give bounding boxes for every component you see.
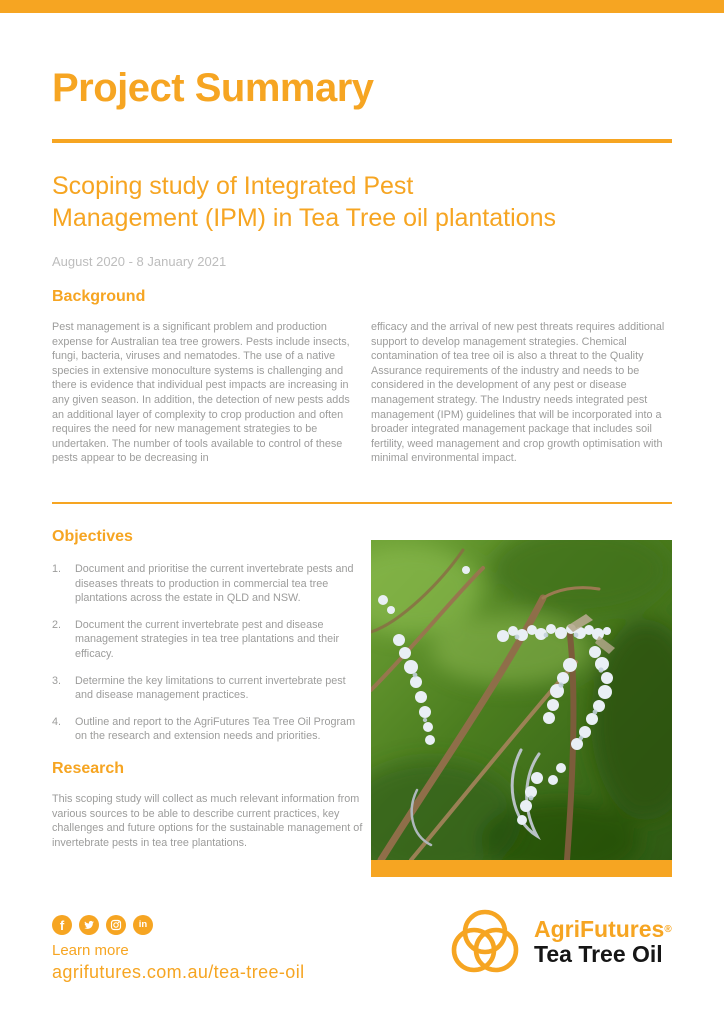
research-heading: Research	[52, 759, 125, 777]
left-column	[52, 528, 368, 850]
background-heading: Background	[52, 288, 146, 305]
top-accent-bar	[0, 0, 724, 13]
project-subtitle-line2: Management (IPM) in Tea Tree oil plantations	[52, 204, 556, 232]
agrifutures-logo-text	[534, 917, 672, 967]
project-subtitle-line1: Scoping study of Integrated Pest	[52, 172, 414, 200]
objective-item-1	[52, 562, 368, 606]
background-column-2: efficacy and the arrival of new pest threats requires additional support to develop management strategies. Chemical contamination of tea tree oil is also a threat to the Quality Assurance requirements of the industry and needs to be considered in the development of any pest or disease management strategy. The Industry needs integrated pest management (IPM) guidelines that will be incorporated into a broader integrated management package that includes soil fertility, weed management and crop growth optimisation with minimal environmental impact.	[371, 321, 665, 465]
background-body	[52, 320, 672, 466]
facebook-icon[interactable]	[52, 915, 72, 935]
page-title: Project Summary	[52, 66, 374, 110]
section-divider	[52, 502, 672, 504]
objective-number: 4.	[52, 715, 62, 728]
pest-photo	[371, 540, 672, 860]
twitter-icon[interactable]	[79, 915, 99, 935]
linkedin-glyph: in	[138, 919, 148, 931]
twitter-bird-glyph	[83, 919, 95, 931]
social-links	[52, 915, 153, 935]
objective-item-3	[52, 674, 368, 703]
website-link[interactable]: agrifutures.com.au/tea-tree-oil	[52, 962, 305, 982]
objective-number: 3.	[52, 674, 62, 687]
objective-text: Document and prioritise the current invertebrate pests and diseases threats to production in commercial tea tree plantations across the estate in QLD and NSW.	[75, 563, 354, 605]
objective-number: 1.	[52, 563, 62, 575]
background-column-1: Pest management is a significant problem and production expense for Australian tea tree growers. Pests include insects, fungi, bacteria, viruses and nematodes. The use of a native species in extensive monoculture systems is challenging and there is evidence that individual pest impacts are increasing in any given season. In addition, the detection of new pests adds an additional layer of complexity to crop production and often requires the need for new management strategies to be undertaken. The number of tools available to control of these pests appear to be decreasing in	[52, 321, 350, 465]
objectives-heading: Objectives	[52, 528, 133, 545]
agrifutures-logo	[449, 906, 672, 978]
objective-number: 2.	[52, 618, 62, 631]
title-divider	[52, 139, 672, 143]
learn-more-label: Learn more	[52, 942, 129, 959]
logo-brand-name: AgriFutures®	[534, 916, 672, 942]
objectives-list	[52, 562, 368, 744]
registered-mark: ®	[664, 924, 672, 935]
agrifutures-logo-mark	[449, 906, 521, 978]
objective-text: Determine the key limitations to current invertebrate pest and disease management practices.	[75, 674, 346, 702]
photo-accent-bar	[371, 860, 672, 877]
objective-item-4	[52, 715, 368, 744]
objective-text: Outline and report to the AgriFutures Tea Tree Oil Program on the research and extension needs and priorities.	[75, 715, 356, 743]
objective-item-2	[52, 618, 368, 662]
project-subtitle	[52, 170, 662, 234]
date-range: August 2020 - 8 January 2021	[52, 254, 227, 269]
linkedin-icon[interactable]	[133, 915, 153, 935]
instagram-icon[interactable]	[106, 915, 126, 935]
research-body: This scoping study will collect as much relevant information from various sources to be able to describe current practices, key challenges and future options for the sustainable management of invertebrate pests in tea tree plantations.	[52, 792, 363, 849]
objective-text: Document the current invertebrate pest and disease management strategies in tea tree plantations and their efficacy.	[75, 618, 340, 660]
facebook-glyph: f	[59, 917, 65, 933]
pest-photo-illustration	[371, 540, 672, 860]
logo-program-name: Tea Tree Oil	[534, 941, 663, 967]
instagram-camera-glyph	[110, 919, 122, 931]
